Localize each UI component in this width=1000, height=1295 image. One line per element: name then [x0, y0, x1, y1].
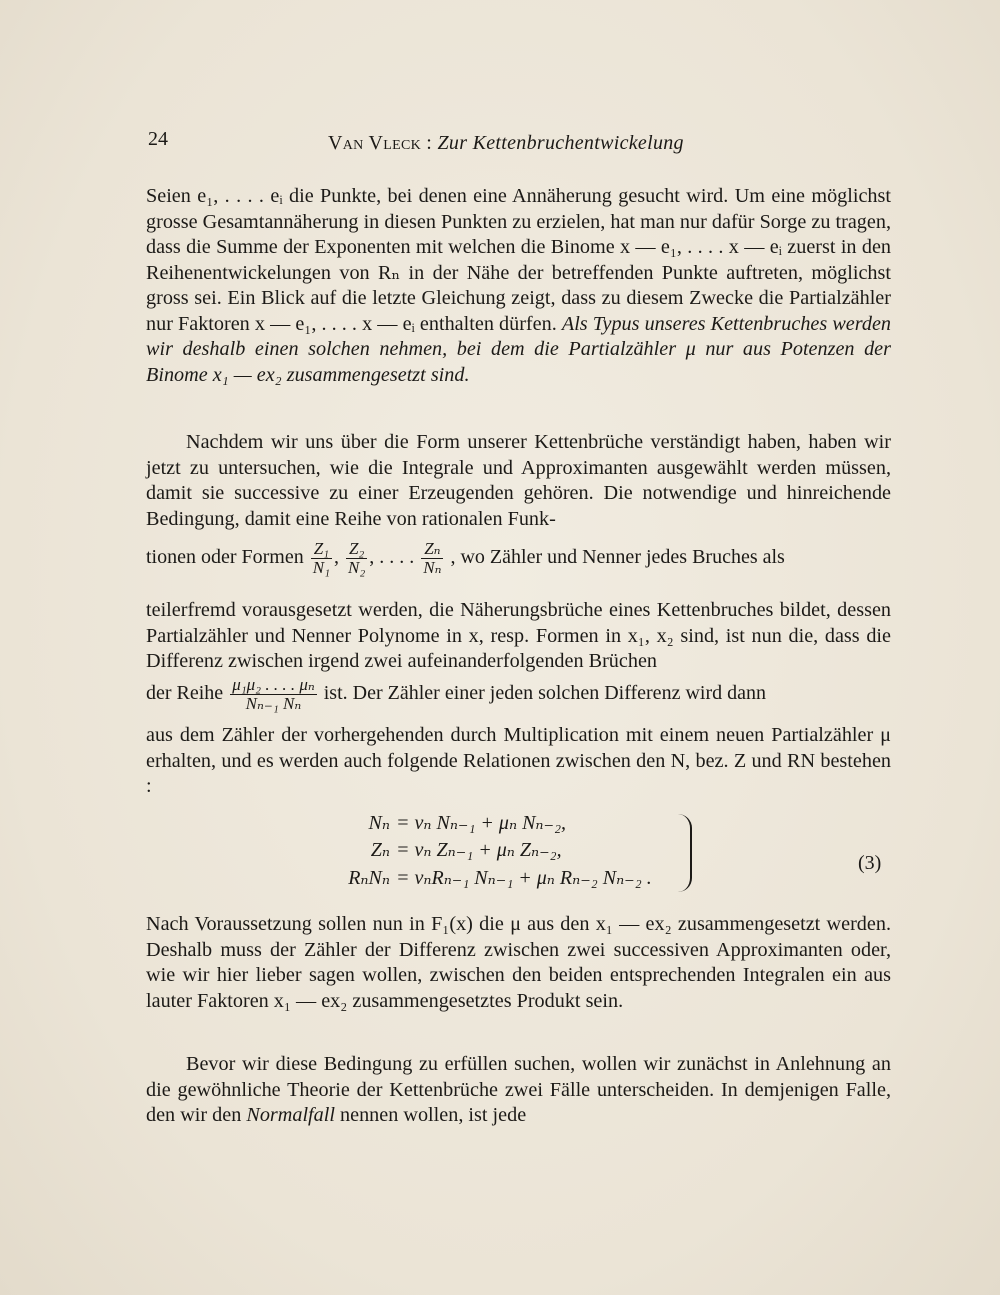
fraction-dots: , . . . . — [369, 546, 415, 569]
normalfall-term: Normalfall — [246, 1104, 335, 1126]
running-head-title — [328, 132, 684, 155]
paragraph-2 — [146, 430, 891, 532]
paragraph-2b-text: teilerfremd vorausgesetzt werden, die Näherungsbrüche eines Kettenbruches bildet, dessen Partialzähler und Nenner Polynome in x, resp. Formen in x₁, x₂ sind, ist nun die, dass die Differenz zwischen irgend zwei aufeinanderfolgenden Brüchen — [146, 599, 891, 672]
paragraph-3-text: aus dem Zähler der vorhergehenden durch Multiplication mit einem neuen Partialzähler μ erhalten, und es werden auch folgende Relationen zwischen den N, bez. Z und RN bestehen : — [146, 724, 891, 797]
right-brace — [676, 814, 692, 892]
series-fraction-numerator: μ₁μ₂ . . . . μₙ — [232, 675, 315, 694]
fraction-sequence-line: tionen oder Formen $\frac{\text{Z₁}}{\text{N₁}}$ , $\frac{\text{Z₂}}{\text{N₂}}$ , . . . . $\frac{\text{Zₙ}}{\text{Nₙ}}$ , wo Zähler und Nenner jedes Bruches als — [146, 539, 785, 577]
head-separator: : — [421, 132, 438, 154]
fraction-n-numerator: Zₙ — [421, 540, 443, 559]
fraction-n — [421, 540, 443, 577]
paragraph-4 — [146, 912, 891, 1014]
equation-rhs: = vₙ Nₙ₋₁ + μₙ Nₙ₋₂, — [396, 812, 567, 834]
paragraph-5-text: Bevor wir diese Bedingung zu erfüllen suchen, wollen wir zunächst in Anlehnung an die gewöhnliche Theorie der Kettenbrüche zwei Fälle unterscheiden. In demjenigen Falle, den wir den — [146, 1053, 891, 1126]
series-fraction-line — [146, 676, 891, 720]
page-number: 24 — [148, 128, 168, 150]
running-head — [148, 128, 888, 158]
paragraph-3 — [146, 723, 891, 800]
equation-rhs: = vₙRₙ₋₁ Nₙ₋₁ + μₙ Rₙ₋₂ Nₙ₋₂ . — [396, 867, 652, 889]
equation-row — [320, 837, 700, 863]
equation-lhs: Zₙ — [370, 839, 390, 861]
equation-number: (3) — [858, 852, 882, 874]
equation-lhs: Nₙ — [368, 812, 390, 834]
fraction-1-numerator: Z₁ — [311, 540, 332, 559]
paragraph-1-italic: Als Typus unseres Kettenbruches werden wir deshalb einen solchen nehmen, bei dem die Partialzähler μ nur aus Potenzen der Binome x₁ — ex₂ zusammengesetzt sind. — [146, 312, 892, 386]
series-fraction — [230, 676, 317, 713]
fraction-1 — [311, 540, 332, 577]
equation-rhs: = vₙ Zₙ₋₁ + μₙ Zₙ₋₂, — [396, 839, 562, 861]
paragraph-2-text: Nachdem wir uns über die Form unserer Kettenbrüche verständigt haben, haben wir jetzt zu untersuchen, wie die Integrale und Approximanten ausgewählt werden müssen, damit sie successive zu einer Erzeugenden gehören. Die notwendige und hinreichende Bedingung, damit eine Reihe von rationalen Funk- — [146, 431, 891, 530]
paragraph-1 — [146, 184, 891, 388]
equation-lhs: RₙNₙ — [348, 867, 390, 889]
equation-system — [320, 810, 700, 892]
equation-row — [320, 865, 700, 891]
reihe-after: ist. Der Zähler einer jeden solchen Differenz wird dann — [323, 682, 766, 705]
reihe-before: der Reihe — [146, 682, 224, 705]
fraction-2-denominator: N₂ — [348, 558, 366, 577]
fraction-line-before: tionen oder Formen — [146, 546, 304, 569]
article-title: Zur Kettenbruchentwickelung — [437, 132, 684, 154]
paragraph-5 — [146, 1052, 891, 1129]
paragraph-5-end: nennen wollen, ist jede — [340, 1104, 527, 1126]
author-name: Van Vleck — [328, 132, 421, 154]
paragraph-1-text: Seien e₁, . . . . eᵢ die Punkte, bei denen eine Annäherung gesucht wird. Um eine möglichst grosse Gesamtannäherung in diesen Punkten zu erzielen, hat man nur dafür Sorge zu tragen, dass die Summe der Exponenten mit welchen die Binome x — e₁, . . . . x — eᵢ zuerst in den Reihenentwickelungen von Rₙ in der Nähe der betreffenden Punkte auftreten, möglichst gross sei. Ein Blick auf die letzte Gleichung zeigt, dass zu diesem Zwecke die Partialzähler nur Faktoren x — e₁, . . . . x — eᵢ enthalten dürfen. — [146, 185, 891, 335]
paragraph-4-text: Nach Voraussetzung sollen nun in F₁(x) die μ aus den x₁ — ex₂ zusammengesetzt werden. Deshalb muss der Zähler der Differenz zwischen zwei successiven Approximanten oder, wie wir hier lieber sagen wollen, zwischen den beiden entsprechenden Integralen ein aus lauter Faktoren x₁ — ex₂ zusammengesetztes Produkt sein. — [146, 913, 891, 1012]
fraction-1-denominator: N₁ — [312, 558, 330, 577]
series-fraction-denominator: Nₙ₋₁ Nₙ — [245, 694, 302, 713]
fraction-2 — [346, 540, 367, 577]
fraction-2-numerator: Z₂ — [346, 540, 367, 559]
fraction-line-after: , wo Zähler und Nenner jedes Bruches als — [450, 546, 785, 569]
paragraph-2-continued — [146, 598, 891, 675]
equation-row — [320, 810, 700, 836]
fraction-n-denominator: Nₙ — [423, 558, 442, 577]
